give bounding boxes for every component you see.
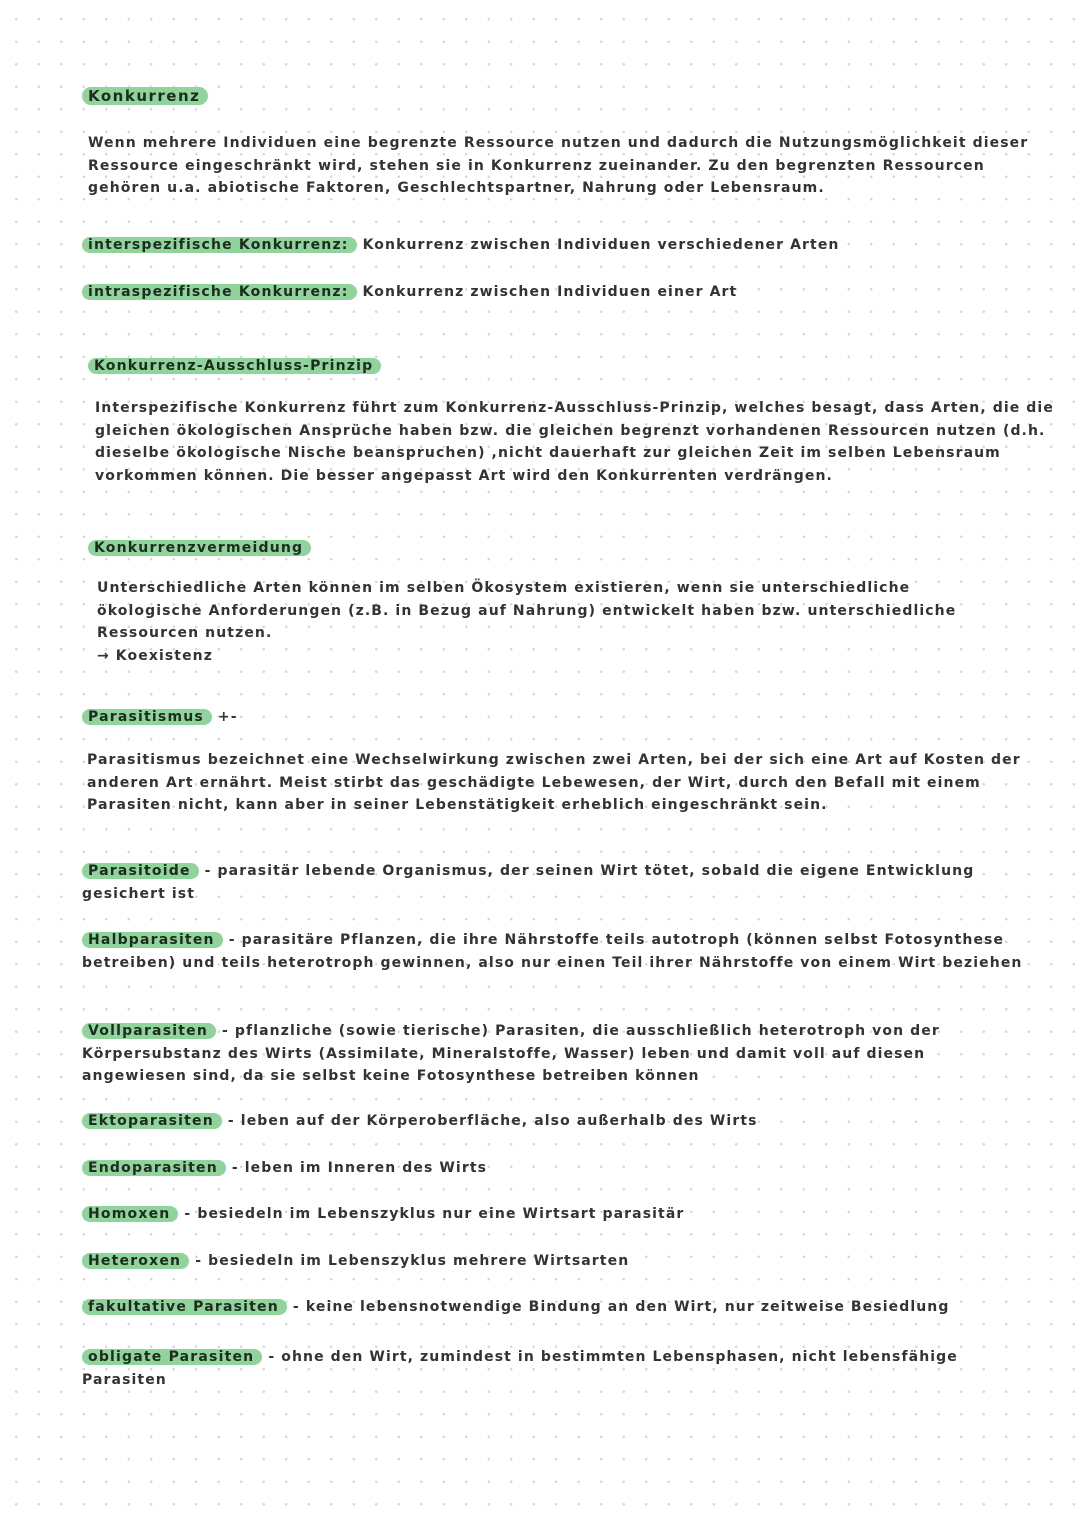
- heading-vermeidung-label: Konkurrenzvermeidung: [88, 540, 311, 556]
- definition-vollparasiten: [82, 1020, 982, 1088]
- heading-ausschluss-label: Konkurrenz-Ausschluss-Prinzip: [88, 358, 381, 374]
- definition-term: obligate Parasiten: [82, 1349, 262, 1365]
- definition-text: keine lebensnotwendige Bindung an den Wirt, nur zeitweise Besiedlung: [305, 1299, 950, 1315]
- term-intraspezifisch-text: Konkurrenz zwischen Individuen einer Art: [362, 284, 738, 300]
- term-interspezifisch: [82, 237, 839, 253]
- heading-konkurrenz-label: Konkurrenz: [82, 87, 208, 105]
- definition-text: leben im Inneren des Wirts: [244, 1160, 488, 1176]
- definition-separator: -: [292, 1299, 300, 1315]
- definition-ektoparasiten: [82, 1113, 758, 1129]
- term-intraspezifisch: [82, 284, 737, 300]
- definition-homoxen: [82, 1206, 684, 1222]
- definition-heteroxen: [82, 1253, 629, 1269]
- definition-obligate-parasiten: [82, 1346, 982, 1391]
- definition-term: Homoxen: [82, 1206, 178, 1222]
- term-intraspezifisch-label: intraspezifische Konkurrenz:: [82, 284, 357, 300]
- definition-endoparasiten: [82, 1160, 487, 1176]
- definition-term: Ektoparasiten: [82, 1113, 222, 1129]
- paragraph-parasitismus: Parasitismus bezeichnet eine Wechselwirkung zwischen zwei Arten, bei der sich eine Art auf Kosten der anderen Art ernährt. Meist stirbt das geschädigte Lebewesen, der Wirt, durch den Befall mit einem Parasiten nicht, kann aber in seiner Lebenstätigkeit erheblich eingeschränkt sein.: [87, 752, 1021, 814]
- parasitismus-symbol: +-: [217, 709, 238, 725]
- heading-konkurrenz: [82, 86, 208, 105]
- definition-separator: -: [195, 1253, 203, 1269]
- term-interspezifisch-label: interspezifische Konkurrenz:: [82, 237, 357, 253]
- term-interspezifisch-text: Konkurrenz zwischen Individuen verschiedener Arten: [362, 237, 840, 253]
- definition-term: fakultative Parasiten: [82, 1299, 287, 1315]
- definition-text: parasitäre Pflanzen, die ihre Nährstoffe teils autotroph (können selbst Fotosynthese betreiben) und teils heterotroph gewinnen, also nur einen Teil ihrer Nährstoffe von einem Wirt beziehen: [82, 932, 1023, 971]
- definition-text: besiedeln im Lebenszyklus mehrere Wirtsarten: [208, 1253, 630, 1269]
- paragraph-konkurrenz: Wenn mehrere Individuen eine begrenzte Ressource nutzen und dadurch die Nutzungsmöglichkeit dieser Ressource eingeschränkt wird, stehen sie in Konkurrenz zueinander. Zu den begrenzten Ressourcen gehören u.a. abiotische Faktoren, Geschlechtspartner, Nahrung oder Lebensraum.: [88, 135, 1029, 197]
- definition-text: ohne den Wirt, zumindest in bestimmten Lebensphasen, nicht lebensfähige Parasiten: [82, 1349, 958, 1388]
- heading-parasitismus: [82, 709, 238, 725]
- definition-term: Vollparasiten: [82, 1023, 216, 1039]
- heading-vermeidung: [88, 537, 311, 556]
- definition-text: besiedeln im Lebenszyklus nur eine Wirtsart parasitär: [197, 1206, 685, 1222]
- definition-term: Halbparasiten: [82, 932, 223, 948]
- heading-parasitismus-label: Parasitismus: [82, 709, 212, 725]
- definition-term: Endoparasiten: [82, 1160, 226, 1176]
- definition-text: parasitär lebende Organismus, der seinen Wirt tötet, sobald die eigene Entwicklung gesichert ist: [82, 863, 975, 902]
- note-koexistenz: → Koexistenz: [97, 648, 213, 664]
- definition-text: leben auf der Körperoberfläche, also außerhalb des Wirts: [240, 1113, 758, 1129]
- definition-parasitoide: [82, 860, 1002, 905]
- definition-fakultative-parasiten: [82, 1299, 949, 1315]
- definition-text: pflanzliche (sowie tierische) Parasiten, die ausschließlich heterotroph von der Körpersubstanz des Wirts (Assimilate, Mineralstoffe, Wasser) leben und damit voll auf diesen angewiesen sind, da sie selbst keine Fotosynthese betreiben können: [82, 1023, 940, 1085]
- definition-separator: -: [227, 1113, 235, 1129]
- definition-separator: -: [231, 1160, 239, 1176]
- definition-separator: -: [184, 1206, 192, 1222]
- definition-term: Parasitoide: [82, 863, 199, 879]
- definition-term: Heteroxen: [82, 1253, 189, 1269]
- paragraph-ausschluss: Interspezifische Konkurrenz führt zum Konkurrenz-Ausschluss-Prinzip, welches besagt, dass Arten, die die gleichen ökologischen Ansprüche haben bzw. die gleichen begrenzt vorhandenen Ressourcen nutzen (d.h. dieselbe ökologische Nische beanspruchen) ,nicht dauerhaft zur gleichen Zeit im selben Lebensraum vorkommen können. Die besser angepasst Art wird den Konkurrenten verdrängen.: [95, 400, 1054, 484]
- definition-separator: -: [268, 1349, 276, 1365]
- definition-halbparasiten: [82, 929, 1042, 974]
- paragraph-vermeidung: Unterschiedliche Arten können im selben Ökosystem existieren, wenn sie unterschiedliche ökologische Anforderungen (z.B. in Bezug auf Nahrung) entwickelt haben bzw. unterschiedliche Ressourcen nutzen.: [97, 580, 957, 642]
- definition-separator: -: [228, 932, 236, 948]
- heading-ausschluss: [88, 355, 381, 374]
- definition-separator: -: [204, 863, 212, 879]
- definition-separator: -: [221, 1023, 229, 1039]
